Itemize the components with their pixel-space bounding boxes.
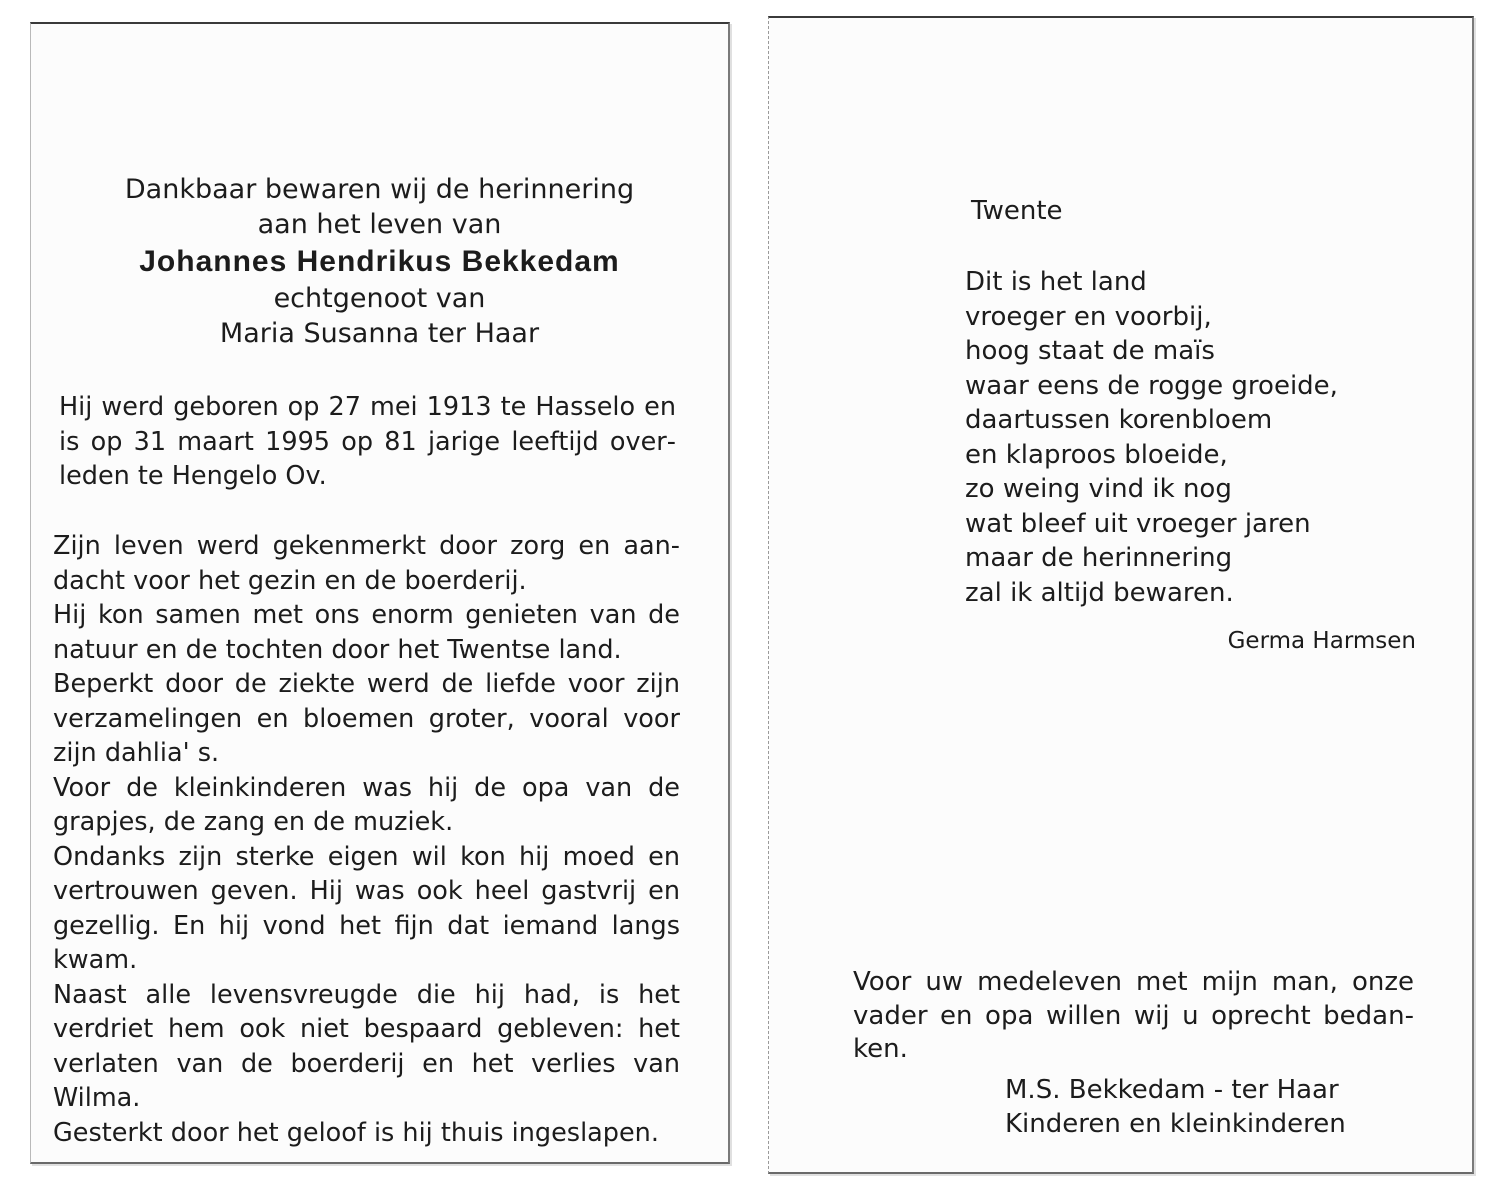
signature-line-2: Kinderen en kleinkinderen xyxy=(1005,1109,1346,1139)
poem-line: waar eens de rogge groeide, xyxy=(965,370,1338,401)
life-text-1: Zijn leven werd gekenmerkt door zorg en aandacht voor het gezin en de boerderij. xyxy=(53,531,680,596)
signature-block xyxy=(1005,1073,1346,1141)
life-text-3: Beperkt door de ziekte werd de liefde voor zijn verzamelingen en bloemen groter, vooral voor zijn dahlia' s. xyxy=(53,669,680,768)
signature-line-1: M.S. Bekkedam - ter Haar xyxy=(1005,1075,1339,1105)
deceased-name: Johannes Hendrikus Bekkedam xyxy=(139,245,620,278)
poem-line: Dit is het land xyxy=(965,267,1147,297)
poem-line: en klaproos bloeide, xyxy=(965,439,1228,470)
right-card xyxy=(768,16,1474,1174)
life-text-4: Voor de kleinkinderen was hij de opa van de grapjes, de zang en de muziek. xyxy=(53,772,680,837)
spouse-name: Maria Susanna ter Haar xyxy=(219,318,540,349)
poem-line: daartussen korenbloem xyxy=(965,405,1273,435)
poem-line: vroeger en voorbij, xyxy=(965,301,1212,332)
poem-line: hoog staat de maïs xyxy=(965,336,1215,366)
poem-title: Twente xyxy=(971,196,1063,226)
poem-line: zo weing vind ik nog xyxy=(965,474,1232,504)
life-text-2: Hij kon samen met ons enorm genieten van de natuur en de tochten door het Twentse land. xyxy=(53,600,680,665)
left-card xyxy=(30,22,730,1164)
intro-line-1: Dankbaar bewaren wij de herinnering xyxy=(124,174,635,205)
poem-line: maar de herinnering xyxy=(965,543,1233,573)
intro-line-2: aan het leven van xyxy=(257,209,502,240)
life-text-5: Ondanks zijn sterke eigen wil kon hij moed en vertrouwen geven. Hij was ook heel gastvrij en gezellig. En hij vond het fijn dat iemand langs kwam. xyxy=(53,841,680,975)
life-paragraph xyxy=(53,529,680,1150)
intro-line-3: echtgenoot van xyxy=(273,283,486,314)
poem xyxy=(965,265,1338,610)
poem-author: Germa Harmsen xyxy=(1227,628,1416,654)
intro-block xyxy=(31,172,728,351)
birth-paragraph xyxy=(59,390,676,494)
thanks-paragraph: Voor uw medeleven met mijn man, onze vader en opa willen wij u oprecht bedanken. xyxy=(853,967,1414,1064)
birth-text: Hij werd geboren op 27 mei 1913 te Hasselo en is op 31 maart 1995 op 81 jarige leeftijd overleden te Hengelo Ov. xyxy=(59,392,676,491)
poem-line: zal ik altijd bewaren. xyxy=(965,577,1234,608)
life-text-7: Gesterkt door het geloof is hij thuis ingeslapen. xyxy=(53,1117,659,1148)
poem-line: wat bleef uit vroeger jaren xyxy=(965,508,1311,539)
life-text-6: Naast alle levensvreugde die hij had, is het verdriet hem ook niet bespaard gebleven: het verlaten van de boerderij en het verlies van Wilma. xyxy=(53,979,680,1113)
